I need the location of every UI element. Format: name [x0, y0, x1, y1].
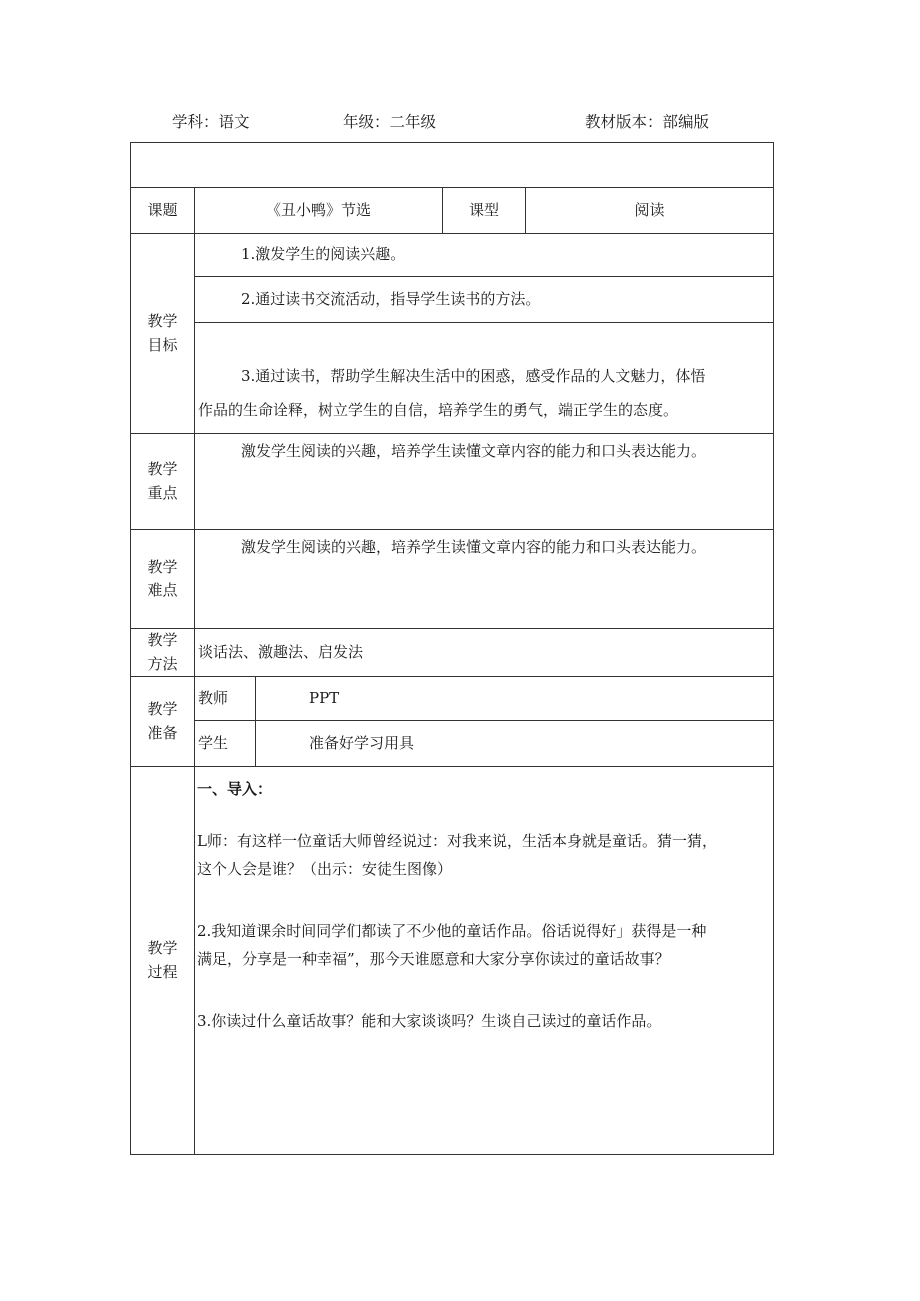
prep-student-row [131, 721, 774, 767]
difficulties-row [131, 530, 774, 629]
goal-item-1: 1.激发学生的阅读兴趣。 [195, 234, 774, 277]
goal-row-3 [131, 323, 774, 434]
methods-text: 谈话法、激趣法、启发法 [195, 629, 774, 677]
header-grade: 年级：二年级 [343, 113, 437, 131]
preparation-label [131, 677, 195, 767]
key-points-text: 激发学生阅读的兴趣，培养学生读懂文章内容的能力和口头表达能力。 [195, 434, 774, 530]
key-points-row [131, 434, 774, 530]
key-points-label [131, 434, 195, 530]
goal-item-3 [195, 323, 774, 434]
topic-value: 《丑小鸭》节选 [195, 188, 443, 234]
prep-teacher-value: PPT [256, 677, 774, 721]
preparation-label-line1: 教学 [147, 700, 178, 719]
goals-label [131, 234, 195, 434]
methods-label-line2: 方法 [147, 654, 178, 673]
process-row [131, 767, 774, 1155]
key-points-label-line1: 教学 [147, 460, 178, 479]
empty-title-cell [131, 143, 774, 188]
difficulties-text: 激发学生阅读的兴趣，培养学生读懂文章内容的能力和口头表达能力。 [195, 530, 774, 629]
process-p1-line2: 这个人会是谁？（出示：安徒生图像） [197, 860, 453, 878]
topic-row [131, 188, 774, 234]
prep-student-label: 学生 [195, 721, 256, 767]
goal-item-3-line2: 作品的生命诠释，树立学生的自信，培养学生的勇气，端正学生的态度。 [198, 401, 679, 419]
process-p2-line2: 满足，分享是一种幸福”，那今天谁愿意和大家分享你读过的童话故事？ [197, 950, 670, 968]
goal-row-2 [131, 277, 774, 323]
difficulties-label-line2: 难点 [147, 581, 178, 599]
topic-label: 课题 [131, 188, 195, 234]
difficulties-label-line1: 教学 [147, 557, 178, 576]
goal-item-3-line1: 3.通过读书，帮助学生解决生活中的困惑，感受作品的人文魅力，体悟 [241, 367, 706, 385]
process-label-line2: 过程 [147, 962, 178, 981]
methods-row [131, 629, 774, 677]
process-p3: 3.你读过什么童话故事？能和大家谈谈吗？生谈自己读过的童话作品。 [197, 1012, 662, 1030]
process-p2-line1: 2.我知道课余时间同学们都读了不少他的童话作品。俗话说得好」获得是一种 [197, 922, 707, 940]
prep-teacher-label: 教师 [195, 677, 256, 721]
type-value: 阅读 [526, 188, 774, 234]
goals-label-line2: 目标 [147, 335, 178, 354]
methods-label [131, 629, 195, 677]
goal-row-1 [131, 234, 774, 277]
process-label [131, 767, 195, 1155]
lesson-plan-table [130, 142, 774, 1155]
process-content [195, 767, 774, 1155]
process-p1-line1: L师：有这样一位童话大师曾经说过：对我来说，生活本身就是童话。猜一猜， [197, 832, 717, 850]
preparation-label-line2: 准备 [147, 723, 178, 742]
goals-label-line1: 教学 [147, 312, 178, 331]
header-subject: 学科：语文 [172, 113, 250, 131]
header-edition: 教材版本：部编版 [585, 113, 710, 131]
methods-label-line1: 教学 [147, 631, 178, 650]
key-points-label-line2: 重点 [147, 483, 178, 502]
type-label: 课型 [443, 188, 526, 234]
difficulties-label [131, 530, 195, 629]
prep-teacher-row [131, 677, 774, 721]
process-label-line1: 教学 [147, 939, 178, 958]
empty-title-row [131, 143, 774, 188]
prep-student-value: 准备好学习用具 [256, 721, 774, 767]
goal-item-2: 2.通过读书交流活动，指导学生读书的方法。 [195, 277, 774, 323]
process-heading: 一、导入： [197, 780, 273, 798]
